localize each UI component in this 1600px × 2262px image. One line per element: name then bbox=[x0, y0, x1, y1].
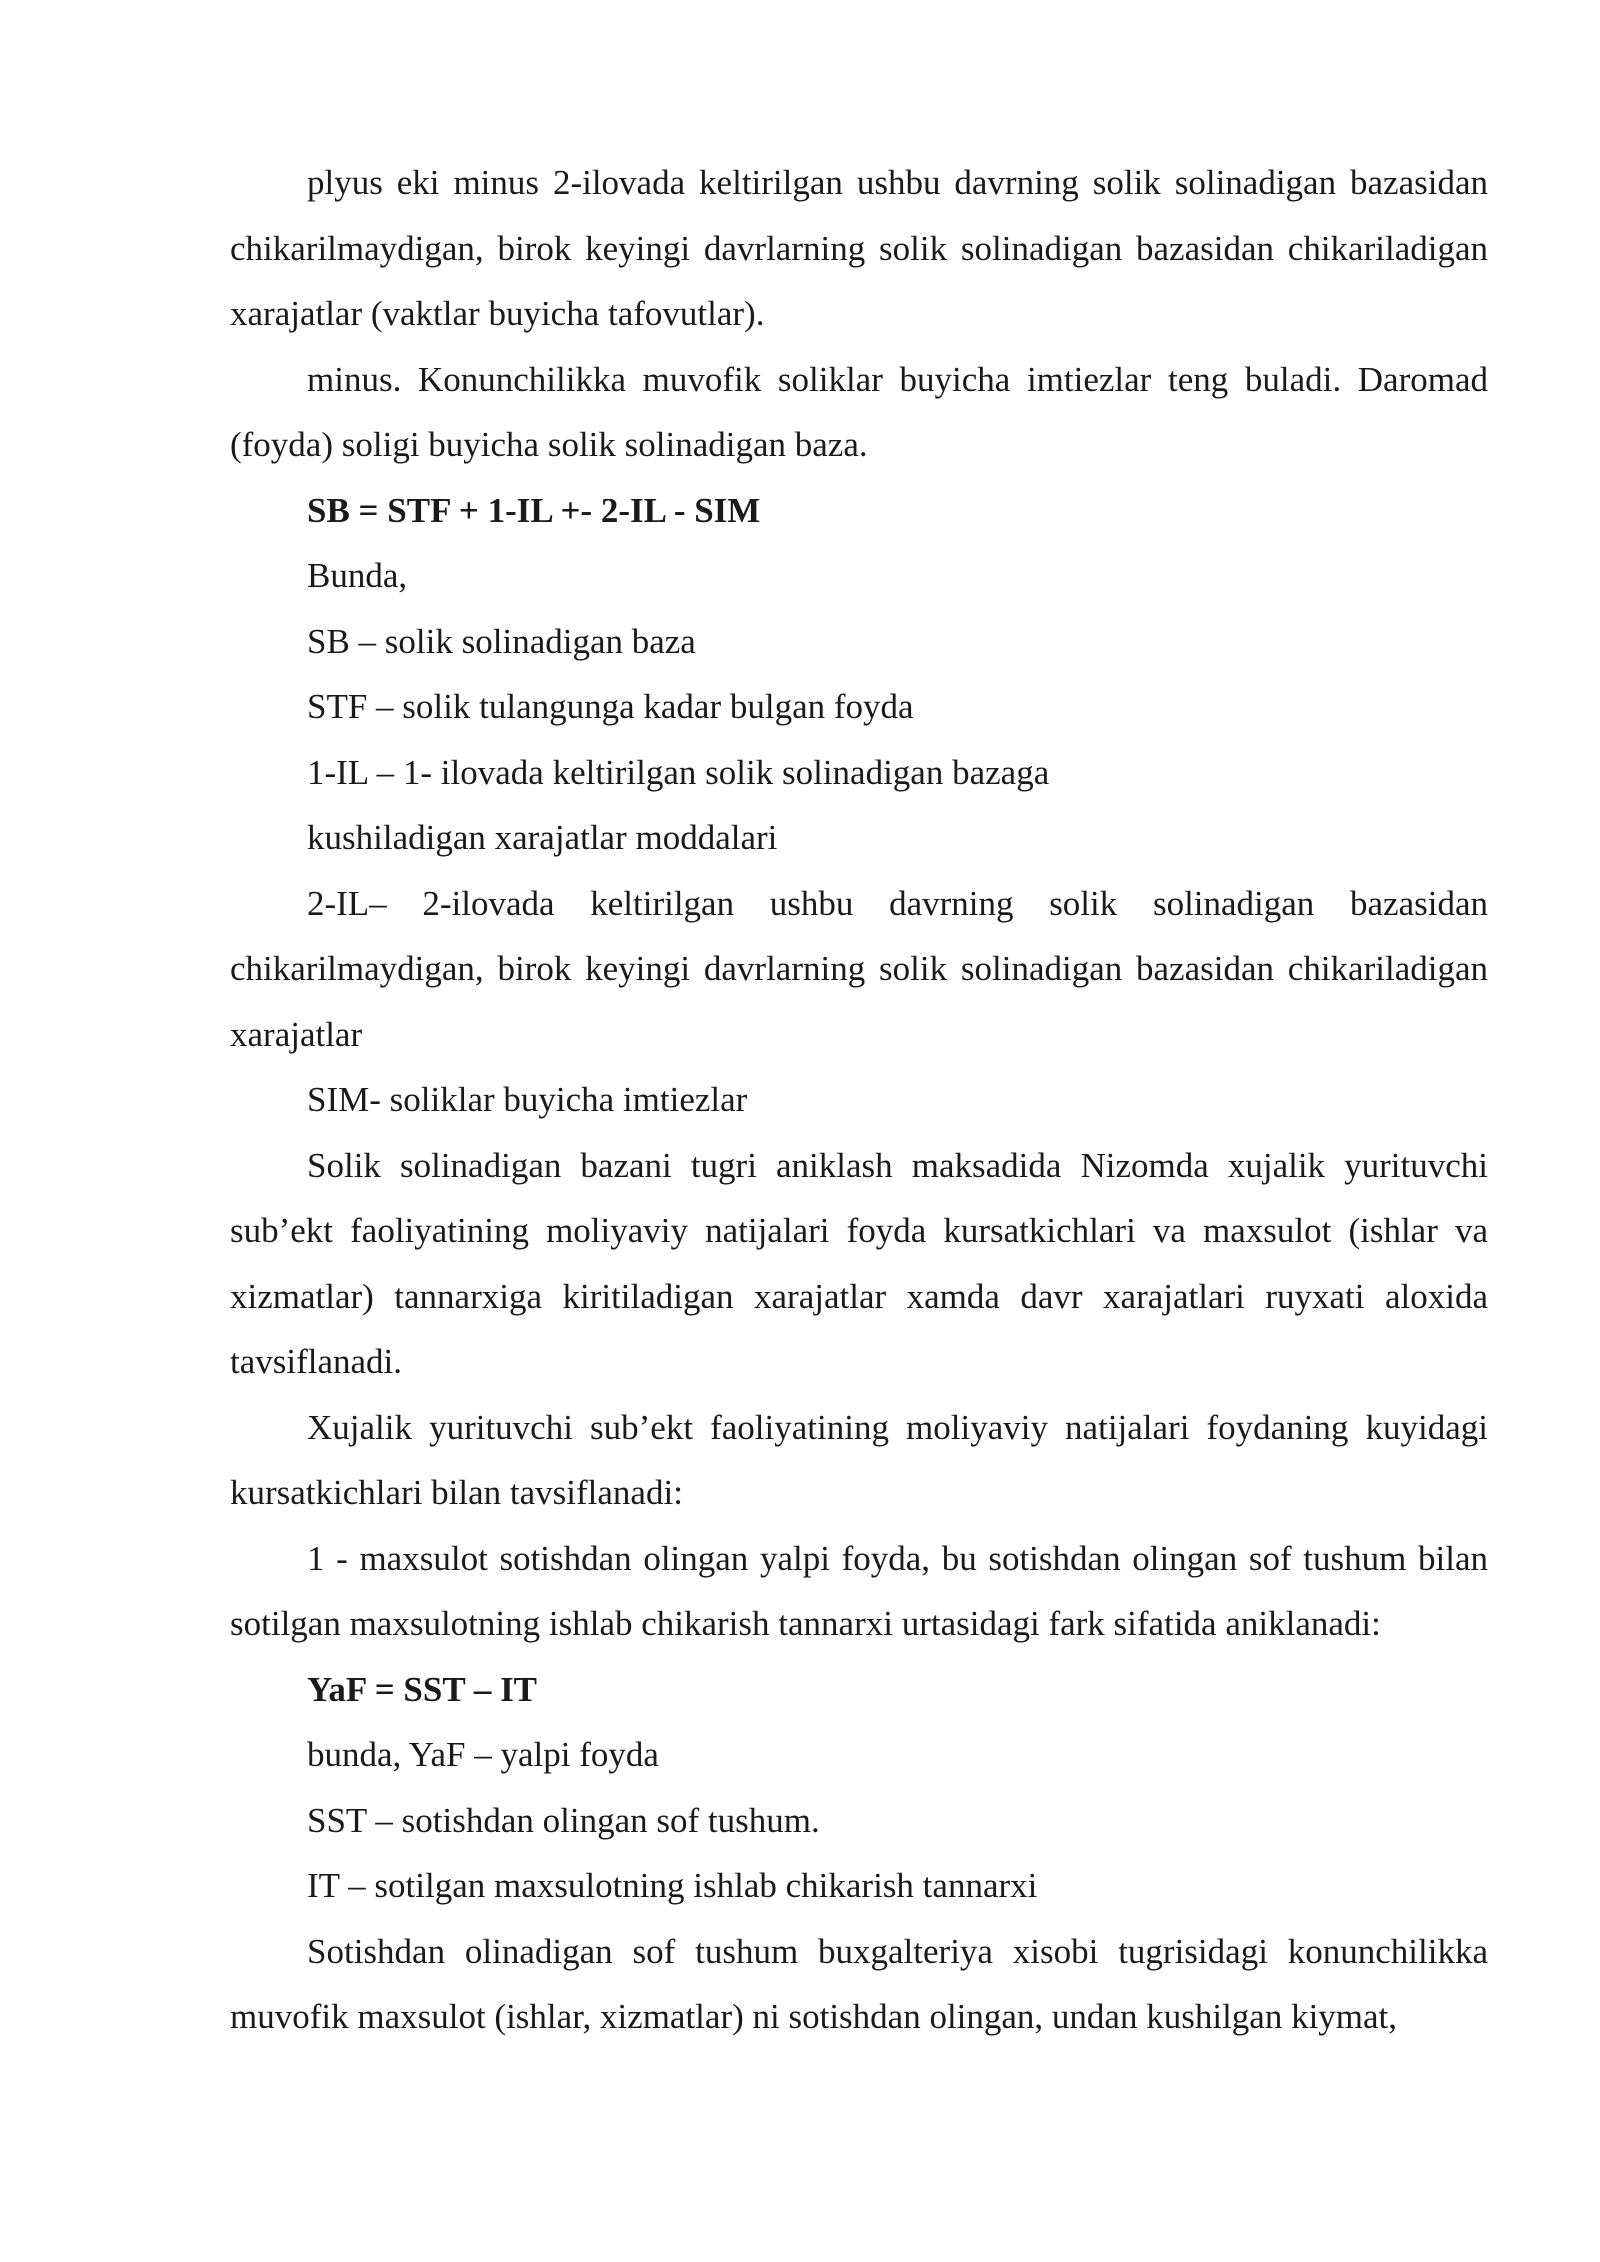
definition-stf: STF – solik tulangunga kadar bulgan foyda bbox=[307, 687, 914, 726]
definition-sb: SB – solik solinadigan baza bbox=[307, 621, 696, 661]
definition-1il-line2: kushiladigan xarajatlar moddalari bbox=[307, 818, 778, 857]
paragraph-gross-profit: 1 - maxsulot sotishdan olingan yalpi foyda, bu sotishdan olingan sof tushum bilan sotilgan maxsulotning ishlab chikarish tannarxi urtasidagi fark sifatida aniklanadi: bbox=[230, 1538, 1488, 1643]
paragraph-tax-base-determination: Solik solinadigan bazani tugri aniklash maksadida Nizomda xujalik yurituvchi sub’ekt faoliyatining moliyaviy natijalari foyda kursatkichlari va maxsulot (ishlar va xizmatlar) tannarxiga kiritiladigan xarajatlar xamda davr xarajatlari ruyxati aloxida tavsiflanadi. bbox=[230, 1145, 1488, 1381]
definition-2il: 2-IL– 2-ilovada keltirilgan ushbu davrning solik solinadigan bazasidan chikarilmaydigan, birok keyingi davrlarning solik solinadigan bazasidan chikariladigan xarajatlar bbox=[230, 883, 1488, 1054]
definition-sim: SIM- soliklar buyicha imtiezlar bbox=[307, 1080, 748, 1119]
paragraph-financial-results: Xujalik yurituvchi sub’ekt faoliyatining moliyaviy natijalari foydaning kuyidagi kursatkichlari bilan tavsiflanadi: bbox=[230, 1407, 1488, 1512]
document-page bbox=[230, 150, 1488, 2050]
definition-sst: SST – sotishdan olingan sof tushum. bbox=[307, 1800, 820, 1840]
formula-gross-profit: YaF = SST – IT bbox=[307, 1669, 538, 1709]
paragraph-net-revenue: Sotishdan olinadigan sof tushum buxgalteriya xisobi tugrisidagi konunchilikka muvofik maxsulot (ishlar, xizmatlar) ni sotishdan olingan, undan kushilgan kiymat, bbox=[230, 1931, 1488, 2036]
definition-it: IT – sotilgan maxsulotning ishlab chikarish tannarxi bbox=[307, 1866, 1038, 1905]
bunda-label: Bunda, bbox=[307, 556, 408, 595]
paragraph-deferred-expenses: plyus eki minus 2-ilovada keltirilgan ushbu davrning solik solinadigan bazasidan chikarilmaydigan, birok keyingi davrlarning solik solinadigan bazasidan chikariladigan xarajatlar (vaktlar buyicha tafovutlar). bbox=[230, 163, 1488, 333]
paragraph-tax-benefits: minus. Konunchilikka muvofik soliklar buyicha imtiezlar teng buladi. Daromad (foyda) soligi buyicha solik solinadigan baza. bbox=[230, 359, 1488, 464]
definition-1il-line1: 1-IL – 1- ilovada keltirilgan solik solinadigan bazaga bbox=[307, 752, 1050, 792]
formula-tax-base: SB = STF + 1-IL +- 2-IL - SIM bbox=[307, 490, 761, 530]
definition-yaf: bunda, YaF – yalpi foyda bbox=[307, 1735, 659, 1774]
